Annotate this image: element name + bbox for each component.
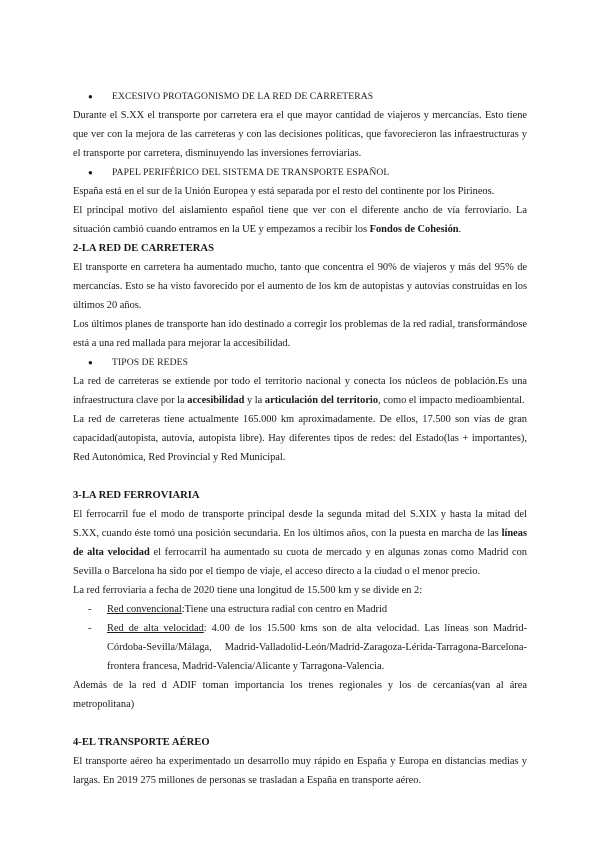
paragraph: El transporte aéreo ha experimentado un desarrollo muy rápido en España y Europa en distancias medias y largas. En 2019 275 millones de personas se trasladan a España en transporte aéreo. xyxy=(73,756,527,786)
bullet-dot-icon: ● xyxy=(88,92,93,101)
text-run: el ferrocarril ha aumentado su cuota de mercado y en algunas zonas como Madrid con Sevilla o Barcelona ha sido por el tiempo de viaje, el acceso directo a la ciudad o el menor precio. xyxy=(73,547,528,577)
bullet-item xyxy=(73,87,527,106)
text-run: . xyxy=(458,224,462,235)
section-heading: 2-LA RED DE CARRETERAS xyxy=(73,243,214,254)
bold-term: articulación del territorio xyxy=(264,395,379,406)
text-run: y la xyxy=(244,395,265,406)
text-run: El ferrocarril fue el modo de transporte principal desde la segunda mitad del S.XIX y hasta la mitad del S.XX, cuando éste tomó una posición secundaria. En los últimos años, con la puesta en marcha de las xyxy=(73,509,527,539)
underlined-term: Red convencional xyxy=(107,604,182,615)
list-item-text xyxy=(107,600,527,619)
spacer xyxy=(73,714,527,733)
paragraph: La red ferroviaria a fecha de 2020 tiene una longitud de 15.500 km y se divide en 2: xyxy=(73,585,423,596)
section-heading: 3-LA RED FERROVIARIA xyxy=(73,490,200,501)
document-content xyxy=(73,87,527,790)
bullet-text: PAPEL PERIFÉRICO DEL SISTEMA DE TRANSPORTE ESPAÑOL xyxy=(112,167,390,178)
bullet-item xyxy=(73,163,527,182)
paragraph xyxy=(73,372,527,410)
text-run: El principal motivo del aislamiento español tiene que ver con el diferente ancho de vía ferroviario. La situación cambió cuando entramos en la UE y empezamos a recibir los xyxy=(73,205,527,235)
bullet-item xyxy=(73,353,527,372)
dash-list-item xyxy=(73,619,527,676)
bullet-text: TIPOS DE REDES xyxy=(112,357,189,368)
paragraph: España está en el sur de la Unión Europea y está separada por el resto del continente por los Pirineos. xyxy=(73,186,495,197)
text-run: : 4.00 de los 15.500 kms son de alta velocidad. Las líneas son Madrid-Córdoba-Sevilla/Málaga, Madrid-Valladolid-León/Madrid-Zaragoza-Lérida-Tarragona-Barcelona-frontera francesa, Madrid-Valencia/Alicante y Tarragona-Valencia. xyxy=(107,623,527,672)
text-run: La red de carreteras se extiende por todo el territorio nacional y conecta los núcleos de población.Es una infraestructura clave por la xyxy=(73,376,527,406)
bullet-dot-icon: ● xyxy=(88,358,93,367)
bold-term: Fondos de Cohesión xyxy=(369,224,459,235)
paragraph xyxy=(73,505,527,581)
dash-marker: - xyxy=(88,604,92,615)
paragraph xyxy=(73,201,527,239)
paragraph: El transporte en carretera ha aumentado mucho, tanto que concentra el 90% de viajeros y más del 95% de mercancías. Esto se ha visto favorecido por el aumento de los km de autopistas y autovías construidas en los últimos 20 años. xyxy=(73,262,527,311)
section-heading: 4-EL TRANSPORTE AÉREO xyxy=(73,737,210,748)
paragraph: Además de la red d ADIF toman importancia los trenes regionales y los de cercanías(van al área metropolitana) xyxy=(73,680,527,710)
paragraph: La red de carreteras tiene actualmente 165.000 km aproximadamente. De ellos, 17.500 son vías de gran capacidad(autopista, autovía, autopista libre). Hay diferentes tipos de redes: del Estado(las + importantes), Red Autonómica, Red Provincial y Red Municipal. xyxy=(73,414,527,463)
text-run: :Tiene una estructura radial con centro en Madrid xyxy=(181,604,388,615)
bullet-dot-icon: ● xyxy=(88,168,93,177)
bullet-text: EXCESIVO PROTAGONISMO DE LA RED DE CARRETERAS xyxy=(112,91,374,102)
bold-term: accesibilidad xyxy=(187,395,245,406)
underlined-term: Red de alta velocidad xyxy=(107,623,204,634)
text-run: , como el impacto medioambiental. xyxy=(378,395,525,406)
paragraph: Los últimos planes de transporte han ido destinado a corregir los problemas de la red radial, transformándose está a una red mallada para mejorar la accesibilidad. xyxy=(73,319,527,349)
dash-list-item xyxy=(73,600,527,619)
spacer xyxy=(73,467,527,486)
dash-marker: - xyxy=(88,623,92,634)
bold-term: líneas de alta velocidad xyxy=(73,528,527,558)
list-item-text xyxy=(107,619,527,676)
paragraph: Durante el S.XX el transporte por carretera era el que mayor cantidad de viajeros y mercancías. Esto tiene que ver con la mejora de las carreteras y con las decisiones políticas, que favorecieron las infraestructuras y el transporte por carretera, disminuyendo las inversiones ferroviarias. xyxy=(73,110,527,159)
